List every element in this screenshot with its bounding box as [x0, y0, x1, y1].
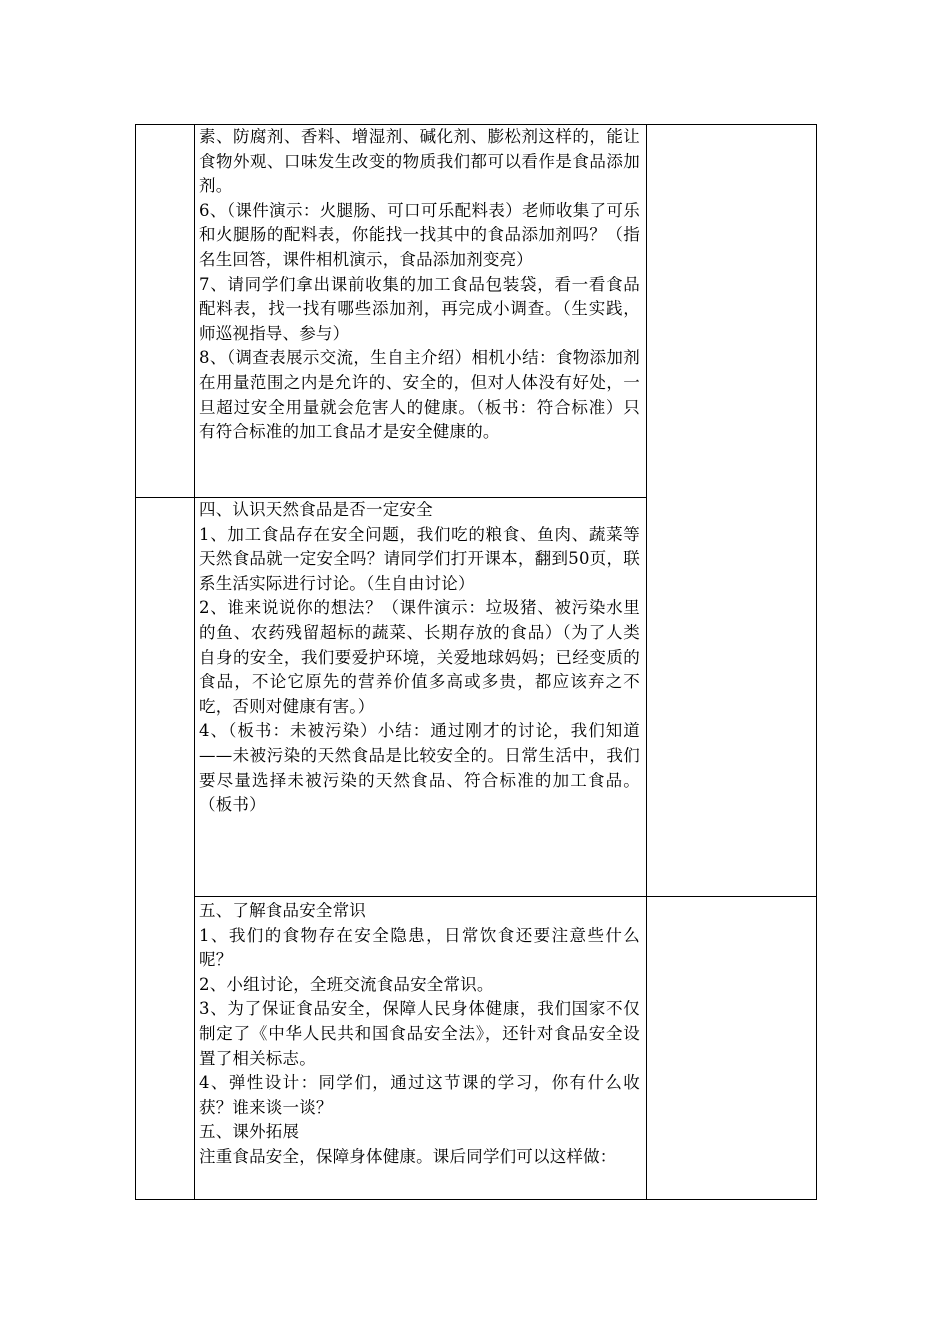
content-cell	[195, 125, 647, 498]
section-heading: 五、课外拓展	[199, 1122, 300, 1142]
paragraph: 3、为了保证食品安全，保障人民身体健康，我们国家不仅制定了《中华人民共和国食品安全法》，还针对食品安全设置了相关标志。	[199, 999, 640, 1068]
section-heading: 四、认识天然食品是否一定安全	[199, 500, 433, 519]
right-column-cell	[647, 125, 817, 897]
paragraph: 7、请同学们拿出课前收集的加工食品包装袋，看一看食品配料表，找一找有哪些添加剂，再完成小调查。（生实践，师巡视指导、参与）	[199, 274, 640, 343]
content-cell	[195, 498, 647, 897]
paragraph: 1、加工食品存在安全问题，我们吃的粮食、鱼肉、蔬菜等天然食品就一定安全吗？请同学们打开课本，翻到50页，联系生活实际进行讨论。（生自由讨论）	[199, 524, 640, 593]
right-column-cell	[647, 897, 817, 1200]
left-column-cell	[136, 498, 195, 1200]
table-row	[136, 125, 817, 498]
lesson-plan-table	[135, 124, 817, 1200]
paragraph: 素、防腐剂、香料、增湿剂、碱化剂、膨松剂这样的，能让食物外观、口味发生改变的物质我们都可以看作是食品添加剂。	[199, 127, 640, 196]
paragraph: 2、小组讨论，全班交流食品安全常识。	[199, 974, 494, 994]
left-column-cell	[136, 125, 195, 498]
paragraph: 1、我们的食物存在安全隐患，日常饮食还要注意些什么呢？	[199, 925, 640, 970]
paragraph: 4、（板书：未被污染）小结：通过刚才的讨论，我们知道——未被污染的天然食品是比较安全的。日常生活中，我们要尽量选择未被污染的天然食品、符合标准的加工食品。（板书）	[199, 721, 640, 815]
paragraph: 2、谁来说说你的想法？（课件演示：垃圾猪、被污染水里的鱼、农药残留超标的蔬菜、长期存放的食品）（为了人类自身的安全，我们要爱护环境，关爱地球妈妈；已经变质的食品，不论它原先的营养价值多高或多贵，都应该弃之不吃，否则对健康有害。）	[199, 598, 640, 716]
section-heading: 五、了解食品安全常识	[199, 901, 366, 920]
paragraph: 注重食品安全，保障身体健康。课后同学们可以这样做：	[199, 1146, 617, 1166]
paragraph: 8、（调查表展示交流，生自主介绍）相机小结：食物添加剂在用量范围之内是允许的、安全的，但对人体没有好处，一旦超过安全用量就会危害人的健康。（板书：符合标准）只有符合标准的加工食品才是安全健康的。	[199, 348, 640, 442]
paragraph: 6、（课件演示：火腿肠、可口可乐配料表）老师收集了可乐和火腿肠的配料表，你能找一找其中的食品添加剂吗？（指名生回答，课件相机演示，食品添加剂变亮）	[199, 200, 640, 269]
content-cell	[195, 897, 647, 1200]
paragraph: 4、弹性设计：同学们，通过这节课的学习，你有什么收获？谁来谈一谈？	[199, 1073, 640, 1117]
table-row	[136, 897, 817, 1200]
